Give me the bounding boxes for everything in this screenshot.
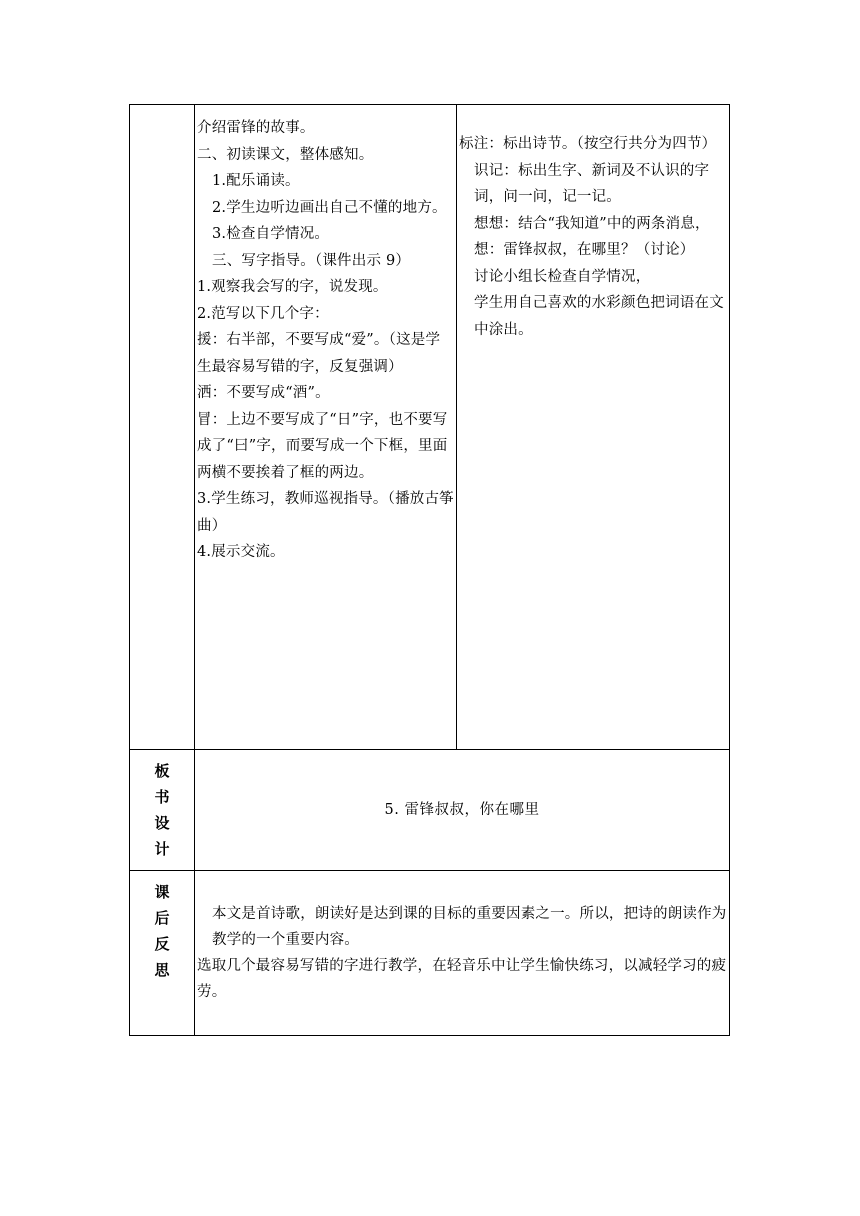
label-char: 反 [154,935,170,953]
reflection-label-cell [130,871,195,1036]
board-design-title: 5. 雷锋叔叔，你在哪里 [384,801,540,818]
student-activity-text [457,105,729,343]
teacher-activity-line: 2.范写以下几个字： [197,305,329,322]
teacher-activity-line: 1.配乐诵读。 [212,173,300,189]
teacher-activity-line: 三、写字指导。（课件出示 9） [212,252,411,269]
reflection-paragraph: 本文是首诗歌，朗读好是达到课的目标的重要因素之一。所以，把诗的朗读作为教学的一个重要内容。 [212,906,727,948]
label-char: 书 [154,788,170,806]
teacher-activity-line: 1.观察我会写的字，说发现。 [197,279,388,295]
label-char: 思 [154,961,170,979]
teacher-activity-line: 洒：不要写成“酒”。 [197,385,330,401]
teacher-activity-text [195,105,456,566]
reflection-label [130,871,194,983]
label-char: 计 [154,840,170,858]
label-char: 课 [154,883,170,901]
board-design-label-cell [130,750,195,871]
teacher-activity-line: 冒：上边不要写成了“日”字，也不要写成了“曰”字，而要写成一个下框，里面两横不要挨着了框的两边。 [197,411,448,481]
teacher-activity-line: 3.检查自学情况。 [212,226,330,242]
reflection-text [195,871,729,1005]
teaching-process-row [130,105,730,750]
board-design-label [130,750,194,862]
reflection-row [130,871,730,1036]
teacher-activity-cell [195,105,457,750]
teacher-activity-line: 援：右半部，不要写成“爱”。（这是学生最容易写错的字，反复强调） [197,332,441,375]
label-char: 设 [154,814,170,832]
reflection-paragraph: 选取几个最容易写错的字进行教学，在轻音乐中让学生愉快练习，以减轻学习的疲劳。 [197,958,727,1000]
student-activity-cell [457,105,730,750]
teacher-activity-line: 2.学生边听边画出自己不懂的地方。 [212,199,447,216]
student-activity-line: 学生用自己喜欢的水彩颜色把词语在文中涂出。 [474,295,724,338]
student-activity-line: 讨论小组长检查自学情况， [474,268,651,285]
reflection-cell [195,871,730,1036]
label-char: 后 [154,909,170,927]
student-activity-line: 标注：标出诗节。（按空行共分为四节） [459,136,717,152]
row-label-empty [130,105,195,750]
board-design-cell [195,750,730,871]
board-design-row [130,750,730,871]
student-activity-line: 想想：结合“我知道”中的两条消息，想：雷锋叔叔，在哪里？（讨论） [474,215,710,258]
teacher-activity-line: 3.学生练习，教师巡视指导。（播放古筝曲） [197,491,454,534]
teacher-activity-line: 二、初读课文，整体感知。 [197,146,374,163]
label-char: 板 [154,762,170,780]
lesson-plan-table [129,104,730,1036]
teacher-activity-line: 4.展示交流。 [197,544,285,560]
student-activity-line: 识记：标出生字、新词及不认识的字词，问一问，记一记。 [474,162,710,205]
teacher-activity-line: 介绍雷锋的故事。 [197,120,315,136]
